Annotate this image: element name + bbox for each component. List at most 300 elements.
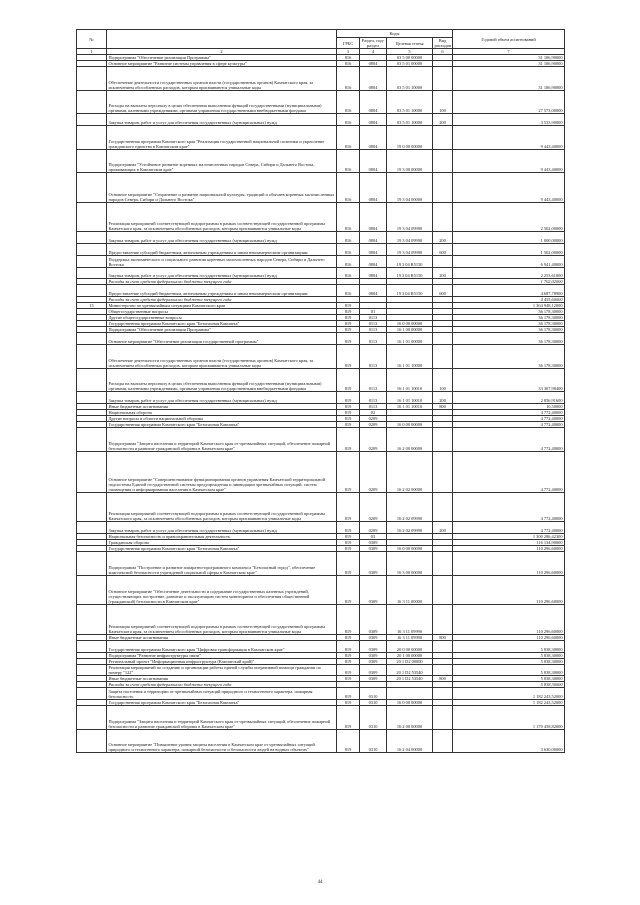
row-name-cell: Закупка товаров, работ и услуг для обеспечения государственных (муниципальных) нужд — [107, 232, 337, 244]
row-target-article-cell: 16 0 00 00000 — [387, 421, 433, 427]
table-row — [77, 114, 565, 126]
table-row — [77, 267, 565, 279]
table-row — [77, 640, 565, 652]
row-expense-type-cell — [433, 640, 453, 652]
row-razdel-cell: 0209 — [360, 451, 387, 492]
row-expense-type-cell — [433, 605, 453, 635]
row-name-cell: Гражданская оборона — [107, 540, 337, 546]
row-razdel-cell: 0209 — [360, 415, 387, 421]
row-target-article-cell: 16 1 01 00000 — [387, 333, 433, 345]
row-target-article-cell: 03 5 01 10000 — [387, 114, 433, 126]
row-target-article-cell: 16 2 04 00000 — [387, 729, 433, 753]
row-number-cell — [77, 451, 107, 492]
row-expense-type-cell — [433, 575, 453, 605]
row-target-article-cell: 03 5 01 10000 — [387, 67, 433, 91]
row-name-cell: Основное мероприятие "Совершенствование функционирования органов управления Камчатской территориальной подсистемы Единой государственной системы предупреждения и ликвидации чрезвычайных ситуаций, систем оповещения и информирования населения в Камчатском крае" — [107, 451, 337, 492]
row-name-cell: Закупка товаров, работ и услуг для обеспечения государственных (муниципальных) нужд — [107, 392, 337, 404]
row-grbs-cell: 816 — [337, 285, 360, 297]
row-expense-type-cell — [433, 125, 453, 149]
row-target-article-cell: 20 0 00 00000 — [387, 640, 433, 652]
row-name-cell: Иные бюджетные ассигнования — [107, 676, 337, 682]
row-name-cell: Поддержка экономического и социального развития коренных малочисленных народов Севера, Сибири и Дальнего Востока — [107, 255, 337, 267]
table-row — [77, 333, 565, 345]
row-razdel-cell: 0113 — [360, 333, 387, 345]
table-row — [77, 392, 565, 404]
row-grbs-cell: 819 — [337, 309, 360, 315]
row-razdel-cell: 0113 — [360, 368, 387, 392]
row-expense-type-cell — [433, 729, 453, 753]
row-razdel-cell: 0309 — [360, 546, 387, 552]
row-amount-cell: 1 502,00000 — [453, 243, 565, 255]
row-name-cell: Основное мероприятие "Повышение уровня защиты населения в Камчатском крае от чрезвычайных ситуаций природного и техногенного характера, пожарной безопасности и безопасности людей на водных объектах" — [107, 729, 337, 753]
row-amount-cell: 36 178,30000 — [453, 315, 565, 321]
row-number-cell — [77, 729, 107, 753]
row-razdel-cell: 03 — [360, 534, 387, 540]
row-grbs-cell: 819 — [337, 409, 360, 415]
row-target-article-cell: 03 5 00 00000 — [387, 55, 433, 61]
row-grbs-cell: 819 — [337, 640, 360, 652]
row-razdel-cell: 0804 — [360, 149, 387, 173]
row-grbs-cell: 819 — [337, 540, 360, 546]
row-razdel-cell: 01 — [360, 309, 387, 315]
row-amount-cell: 4 772,40000 — [453, 427, 565, 451]
row-target-article-cell: 19 3 04 00000 — [387, 173, 433, 203]
row-grbs-cell: 819 — [337, 522, 360, 534]
row-number-cell — [77, 522, 107, 534]
row-number-cell — [77, 243, 107, 255]
row-amount-cell: 4 772,40000 — [453, 522, 565, 534]
row-target-article-cell: 16 2 02 00000 — [387, 451, 433, 492]
row-number-cell: 15 — [77, 303, 107, 309]
row-expense-type-cell — [433, 688, 453, 700]
row-amount-cell: 1 702,02000 — [453, 279, 565, 285]
row-target-article-cell: 19 0 00 00000 — [387, 125, 433, 149]
row-target-article-cell: 19 3 04 R5150 — [387, 267, 433, 279]
row-grbs-cell: 819 — [337, 634, 360, 640]
row-razdel-cell: 0113 — [360, 327, 387, 333]
row-target-article-cell: 16 2 02 09990 — [387, 522, 433, 534]
row-razdel-cell: 02 — [360, 409, 387, 415]
row-amount-cell: 110 296,60000 — [453, 575, 565, 605]
row-razdel-cell: 0309 — [360, 605, 387, 635]
row-razdel-cell: 0309 — [360, 658, 387, 664]
row-target-article-cell: 16 0 00 00000 — [387, 321, 433, 327]
row-name-cell: Государственная программа Камчатского края "Реализация государственной национальной политики и укрепление гражданского единства в Камчатском крае" — [107, 125, 337, 149]
row-target-article-cell: 16 3 11 00000 — [387, 575, 433, 605]
column-number: 4 — [360, 49, 387, 55]
row-expense-type-cell: 800 — [433, 634, 453, 640]
row-grbs-cell: 819 — [337, 415, 360, 421]
row-grbs-cell: 819 — [337, 676, 360, 682]
row-amount-cell: 1 300 286,42300 — [453, 534, 565, 540]
row-grbs-cell: 819 — [337, 303, 360, 309]
row-razdel-cell: 0804 — [360, 267, 387, 279]
row-grbs-cell: 819 — [337, 552, 360, 576]
row-number-cell — [77, 255, 107, 267]
table-row — [77, 688, 565, 700]
row-amount-cell: 2 502,00000 — [453, 202, 565, 232]
row-number-cell — [77, 664, 107, 676]
row-razdel-cell: 0113 — [360, 315, 387, 321]
row-amount-cell: 3 630,00000 — [453, 729, 565, 753]
row-amount-cell: 110 296,60000 — [453, 546, 565, 552]
row-target-article-cell: 03 5 01 00000 — [387, 61, 433, 67]
row-target-article-cell: 16 2 02 09990 — [387, 492, 433, 522]
row-expense-type-cell — [433, 344, 453, 368]
row-amount-cell: 110 296,60000 — [453, 634, 565, 640]
row-name-cell: Расходы на выплаты персоналу в целях обеспечения выполнения функций государственными (муниципальными) органами, казенными учреждениями, органами управления государственными внебюджетными фондами — [107, 90, 337, 114]
row-razdel-cell: 0804 — [360, 202, 387, 232]
row-razdel-cell: 0209 — [360, 427, 387, 451]
row-grbs-cell: 816 — [337, 267, 360, 279]
table-row — [77, 344, 565, 368]
row-target-article-cell: 19 3 04 R5150 — [387, 285, 433, 297]
row-amount-cell: 3 533,90000 — [453, 114, 565, 126]
row-number-cell — [77, 90, 107, 114]
row-target-article-cell: 16 0 00 00000 — [387, 546, 433, 552]
row-number-cell — [77, 173, 107, 203]
row-number-cell — [77, 688, 107, 700]
row-expense-type-cell: 100 — [433, 90, 453, 114]
row-name-cell: Расходы за счет средств федерального бюджета текущего года — [107, 682, 337, 688]
row-amount-cell: 36 178,30000 — [453, 327, 565, 333]
row-razdel-cell: 0804 — [360, 90, 387, 114]
row-expense-type-cell: 800 — [433, 403, 453, 409]
row-name-cell: Национальная оборона — [107, 409, 337, 415]
row-target-article-cell: 20 1 D2 53540 — [387, 664, 433, 676]
row-grbs-cell: 816 — [337, 202, 360, 232]
row-number-cell — [77, 368, 107, 392]
row-target-article-cell: 20 1 D2 53540 — [387, 676, 433, 682]
row-grbs-cell: 816 — [337, 125, 360, 149]
row-name-cell: Другие вопросы в области национальной обороны — [107, 415, 337, 421]
row-number-cell — [77, 640, 107, 652]
row-name-cell: Подпрограмма "Развитие инфраструктуры связи" — [107, 652, 337, 658]
row-number-cell — [77, 149, 107, 173]
row-grbs-cell: 819 — [337, 327, 360, 333]
row-target-article-cell — [387, 688, 433, 700]
header-annual-volume: Годовой объем ассигнований — [453, 30, 565, 49]
column-number: 3 — [337, 49, 360, 55]
header-grbs: ГРБС — [337, 38, 360, 49]
row-expense-type-cell — [433, 706, 453, 730]
row-amount-cell: 9 443,40000 — [453, 125, 565, 149]
row-number-cell — [77, 333, 107, 345]
row-name-cell: Общегосударственные вопросы — [107, 309, 337, 315]
row-target-article-cell: 19 3 04 R5150 — [387, 255, 433, 267]
budget-table — [76, 29, 565, 753]
row-expense-type-cell: 200 — [433, 522, 453, 534]
row-razdel-cell: 0309 — [360, 575, 387, 605]
row-grbs-cell: 816 — [337, 114, 360, 126]
row-name-cell: Подпрограмма "Обеспечение реализации Программы" — [107, 55, 337, 61]
table-row — [77, 173, 565, 203]
row-name-cell: Закупка товаров, работ и услуг для обеспечения государственных (муниципальных) нужд — [107, 267, 337, 279]
table-row — [77, 664, 565, 676]
row-grbs-cell: 819 — [337, 392, 360, 404]
row-target-article-cell: 16 3 00 00000 — [387, 552, 433, 576]
row-razdel-cell: 0310 — [360, 700, 387, 706]
row-amount-cell: 5 838,30000 — [453, 664, 565, 676]
row-amount-cell: 4 455,60000 — [453, 297, 565, 303]
row-amount-cell: 2 856,91600 — [453, 392, 565, 404]
row-target-article-cell: 19 3 04 09990 — [387, 232, 433, 244]
row-amount-cell: 4 772,40000 — [453, 415, 565, 421]
row-target-article-cell: 16 1 01 10010 — [387, 403, 433, 409]
row-expense-type-cell: 200 — [433, 392, 453, 404]
row-razdel-cell: 0113 — [360, 344, 387, 368]
table-row — [77, 243, 565, 255]
row-number-cell — [77, 392, 107, 404]
row-razdel-cell: 0309 — [360, 664, 387, 676]
row-amount-cell: 4 772,40000 — [453, 409, 565, 415]
row-expense-type-cell — [433, 552, 453, 576]
row-name-cell: Обеспечение деятельности государственных органов власти (государственных органов) Камчатского края, за исключением обособленных расходов, которым присваиваются уникальные коды — [107, 344, 337, 368]
row-razdel-cell: 0804 — [360, 232, 387, 244]
row-expense-type-cell: 200 — [433, 232, 453, 244]
row-name-cell: Другие общегосударственные вопросы — [107, 315, 337, 321]
row-grbs-cell: 816 — [337, 232, 360, 244]
row-target-article-cell: 19 3 04 09990 — [387, 202, 433, 232]
row-expense-type-cell — [433, 149, 453, 173]
row-expense-type-cell: 200 — [433, 114, 453, 126]
row-razdel-cell: 0113 — [360, 321, 387, 327]
row-razdel-cell: 0309 — [360, 652, 387, 658]
header-number: № — [77, 30, 107, 49]
row-expense-type-cell — [433, 173, 453, 203]
row-razdel-cell: 0804 — [360, 255, 387, 267]
table-row — [77, 522, 565, 534]
row-amount-cell: 33 307,98400 — [453, 368, 565, 392]
row-name-cell: Основное мероприятие "Сохранение и развитие национальной культуры, традиций и обычаев коренных малочисленных народов Севера, Сибири и Дальнего Востока" — [107, 173, 337, 203]
row-name-cell: Государственная программа Камчатского края "Безопасная Камчатка" — [107, 421, 337, 427]
row-grbs-cell: 819 — [337, 729, 360, 753]
table-row — [77, 368, 565, 392]
row-name-cell: Расходы на выплаты персоналу в целях обеспечения выполнения функций государственными (муниципальными) органами, казенными учреждениями, органами управления государственными внебюджетными фондами — [107, 368, 337, 392]
row-expense-type-cell — [433, 492, 453, 522]
row-name-cell: Государственная программа Камчатского края "Цифровая трансформация в Камчатском крае" — [107, 640, 337, 652]
row-razdel-cell: 0209 — [360, 492, 387, 522]
row-grbs-cell: 816 — [337, 255, 360, 267]
row-grbs-cell: 819 — [337, 492, 360, 522]
row-razdel-cell: 0804 — [360, 125, 387, 149]
row-target-article-cell: 20 1 D2 00000 — [387, 658, 433, 664]
table-row — [77, 552, 565, 576]
row-amount-cell: 9 443,40000 — [453, 173, 565, 203]
row-target-article-cell: 19 3 00 00000 — [387, 149, 433, 173]
header-razdel: Раздел, под-раздел — [360, 38, 387, 49]
row-grbs-cell: 819 — [337, 451, 360, 492]
column-number: 2 — [107, 49, 337, 55]
header-codes: Коды — [337, 30, 453, 38]
row-amount-cell: 2 253,61000 — [453, 267, 565, 279]
row-number-cell — [77, 575, 107, 605]
row-grbs-cell: 816 — [337, 243, 360, 255]
table-row — [77, 451, 565, 492]
row-razdel-cell: 0309 — [360, 640, 387, 652]
row-amount-cell: 4 772,40000 — [453, 451, 565, 492]
row-razdel-cell: 0309 — [360, 552, 387, 576]
table-row — [77, 67, 565, 91]
row-name-cell: Закупка товаров, работ и услуг для обеспечения государственных (муниципальных) нужд — [107, 522, 337, 534]
row-grbs-cell: 819 — [337, 546, 360, 552]
row-amount-cell: 31 106,90000 — [453, 55, 565, 61]
row-number-cell — [77, 427, 107, 451]
row-expense-type-cell — [433, 427, 453, 451]
row-number-cell — [77, 706, 107, 730]
row-target-article-cell: 20 1 00 00000 — [387, 652, 433, 658]
row-name-cell: Иные бюджетные ассигнования — [107, 403, 337, 409]
row-number-cell — [77, 125, 107, 149]
row-name-cell: Государственная программа Камчатского края "Безопасная Камчатка" — [107, 546, 337, 552]
header-name — [107, 30, 337, 49]
row-amount-cell: 4 772,40000 — [453, 492, 565, 522]
row-expense-type-cell — [433, 67, 453, 91]
row-name-cell: Региональный проект "Информационная инфраструктура (Камчатский край)" — [107, 658, 337, 664]
row-amount-cell: 4 772,40000 — [453, 421, 565, 427]
row-number-cell — [77, 605, 107, 635]
row-name-cell: Подпрограмма "Защита населения и территорий Камчатского края от чрезвычайных ситуаций, обеспечение пожарной безопасности и развитие гражданской обороны в Камчатском крае" — [107, 427, 337, 451]
row-name-cell: Национальная безопасность и правоохранительная деятельность — [107, 534, 337, 540]
row-amount-cell: 5 838,30000 — [453, 658, 565, 664]
row-name-cell: Расходы за счет средств федерального бюджета текущего года — [107, 297, 337, 303]
row-expense-type-cell — [433, 451, 453, 492]
row-name-cell: Закупка товаров, работ и услуг для обеспечения государственных (муниципальных) нужд — [107, 114, 337, 126]
row-grbs-cell: 819 — [337, 664, 360, 676]
table-body — [77, 55, 565, 753]
row-amount-cell: 1 170 458,82000 — [453, 706, 565, 730]
row-name-cell: Обеспечение деятельности государственных органов власти (государственных органов) Камчатского края, за исключением обособленных расходов, которым присваиваются уникальные коды — [107, 67, 337, 91]
row-amount-cell: 6 941,40000 — [453, 255, 565, 267]
row-name-cell: Расходы за счет средств федерального бюджета текущего года — [107, 279, 337, 285]
table-row — [77, 255, 565, 267]
row-name-cell: Основное мероприятие "Обеспечение деятельности и содержание государственных казенных учреждений, осуществляющих построение, развитие и эксплуатацию систем мониторинга и обеспечения общественной (гражданской) безопасности в Камчатском крае" — [107, 575, 337, 605]
row-razdel-cell: 0804 — [360, 285, 387, 297]
row-razdel-cell: 0310 — [360, 729, 387, 753]
row-amount-cell: 36 178,30000 — [453, 333, 565, 345]
row-target-article-cell: 16 1 01 10000 — [387, 344, 433, 368]
row-razdel-cell: 0209 — [360, 421, 387, 427]
row-expense-type-cell: 100 — [433, 368, 453, 392]
table-row — [77, 492, 565, 522]
column-number: 5 — [387, 49, 433, 55]
row-amount-cell: 110 296,60000 — [453, 552, 565, 576]
row-expense-type-cell: 800 — [433, 676, 453, 682]
row-name-cell: Государственная программа Камчатского края "Безопасная Камчатка" — [107, 321, 337, 327]
row-target-article-cell: 16 1 01 10010 — [387, 392, 433, 404]
row-expense-type-cell — [433, 333, 453, 345]
row-amount-cell: 1 182 243,52000 — [453, 700, 565, 706]
row-target-article-cell: 16 3 11 09990 — [387, 605, 433, 635]
table-row — [77, 285, 565, 297]
row-amount-cell: 5 838,30000 — [453, 652, 565, 658]
row-amount-cell: 31 106,90000 — [453, 67, 565, 91]
page-number: 44 — [317, 880, 323, 885]
table-row — [77, 125, 565, 149]
row-name-cell: Реализация мероприятий по созданию и организации работы единой службы оперативной помощи гражданам по номеру "122" — [107, 664, 337, 676]
row-name-cell: Иные бюджетные ассигнования — [107, 634, 337, 640]
row-razdel-cell: 0804 — [360, 114, 387, 126]
row-razdel-cell: 0309 — [360, 540, 387, 546]
row-amount-cell: 36 178,30000 — [453, 344, 565, 368]
table-row — [77, 202, 565, 232]
row-grbs-cell: 819 — [337, 605, 360, 635]
row-razdel-cell: 0113 — [360, 392, 387, 404]
row-amount-cell: 27 573,00000 — [453, 90, 565, 114]
table-row — [77, 605, 565, 635]
row-name-cell: Реализация мероприятий соответствующей подпрограммы в рамках соответствующей государственной программы Камчатского края, за исключением обособленных расходов, которым присваиваются уникальные коды — [107, 492, 337, 522]
row-grbs-cell: 816 — [337, 90, 360, 114]
row-amount-cell: 36 178,30000 — [453, 321, 565, 327]
row-number-cell — [77, 344, 107, 368]
row-razdel-cell: 0804 — [360, 243, 387, 255]
row-expense-type-cell: 200 — [433, 267, 453, 279]
row-name-cell: Реализация мероприятий соответствующей подпрограммы в рамках соответствующей государственной программы Камчатского края, за исключением обособленных расходов, которым присваиваются уникальные коды — [107, 605, 337, 635]
row-razdel-cell: 0309 — [360, 676, 387, 682]
row-number-cell — [77, 202, 107, 232]
table-row — [77, 729, 565, 753]
row-name-cell: Подпрограмма "Защита населения и территорий Камчатского края от чрезвычайных ситуаций, обеспечение пожарной безопасности и развитие гражданской обороны в Камчатском крае" — [107, 706, 337, 730]
row-target-article-cell: 16 2 00 00000 — [387, 427, 433, 451]
column-number: 1 — [77, 49, 107, 55]
row-grbs-cell: 819 — [337, 652, 360, 658]
column-number: 7 — [453, 49, 565, 55]
row-grbs-cell: 819 — [337, 534, 360, 540]
row-razdel-cell: 0804 — [360, 67, 387, 91]
row-expense-type-cell — [433, 202, 453, 232]
row-number-cell — [77, 67, 107, 91]
row-razdel-cell: 0209 — [360, 522, 387, 534]
row-razdel-cell: 0310 — [360, 688, 387, 700]
row-name-cell: Подпрограмма "Построение и развитие аппаратно-программного комплекса "Безопасный город", обеспечение комплексной безопасности учреждений социальной сферы в Камчатском крае" — [107, 552, 337, 576]
header-expense-type: Вид расходов — [434, 38, 452, 48]
row-amount-cell: 5 838,30000 — [453, 676, 565, 682]
row-name-cell: Государственная программа Камчатского края "Безопасная Камчатка" — [107, 700, 337, 706]
row-grbs-cell: 819 — [337, 368, 360, 392]
row-name-cell: Подпрограмма "Устойчивое развитие коренных малочисленных народов Севера, Сибири и Дальнего Востока, проживающих в Камчатском крае" — [107, 149, 337, 173]
row-target-article-cell: 16 3 11 09990 — [387, 634, 433, 640]
row-amount-cell: 10,50000 — [453, 403, 565, 409]
row-expense-type-cell — [433, 255, 453, 267]
row-grbs-cell: 819 — [337, 658, 360, 664]
row-name-cell: Основное мероприятие "Развитие системы управления в сфере культуры" — [107, 61, 337, 67]
row-amount-cell: 1 182 243,52000 — [453, 688, 565, 700]
row-grbs-cell: 819 — [337, 315, 360, 321]
row-grbs-cell: 816 — [337, 67, 360, 91]
row-amount-cell: 5 838,30000 — [453, 640, 565, 652]
table-row — [77, 575, 565, 605]
row-number-cell — [77, 285, 107, 297]
row-grbs-cell: 816 — [337, 55, 360, 61]
row-number-cell — [77, 267, 107, 279]
row-razdel-cell: 0804 — [360, 173, 387, 203]
row-target-article-cell: 16 0 00 00000 — [387, 700, 433, 706]
column-number: 6 — [433, 49, 453, 55]
row-grbs-cell: 819 — [337, 344, 360, 368]
table-row — [77, 427, 565, 451]
row-name-cell: Подпрограмма "Обеспечение реализации Программы" — [107, 327, 337, 333]
row-amount-cell: 36 178,30000 — [453, 309, 565, 315]
table-row — [77, 232, 565, 244]
row-amount-cell: 116 134,90000 — [453, 540, 565, 546]
row-grbs-cell: 819 — [337, 706, 360, 730]
row-amount-cell: 110 296,60000 — [453, 605, 565, 635]
row-amount-cell: 9 443,40000 — [453, 149, 565, 173]
row-amount-cell: 5 838,30000 — [453, 682, 565, 688]
row-number-cell — [77, 114, 107, 126]
row-target-article-cell: 03 5 01 10000 — [387, 90, 433, 114]
row-grbs-cell: 819 — [337, 575, 360, 605]
